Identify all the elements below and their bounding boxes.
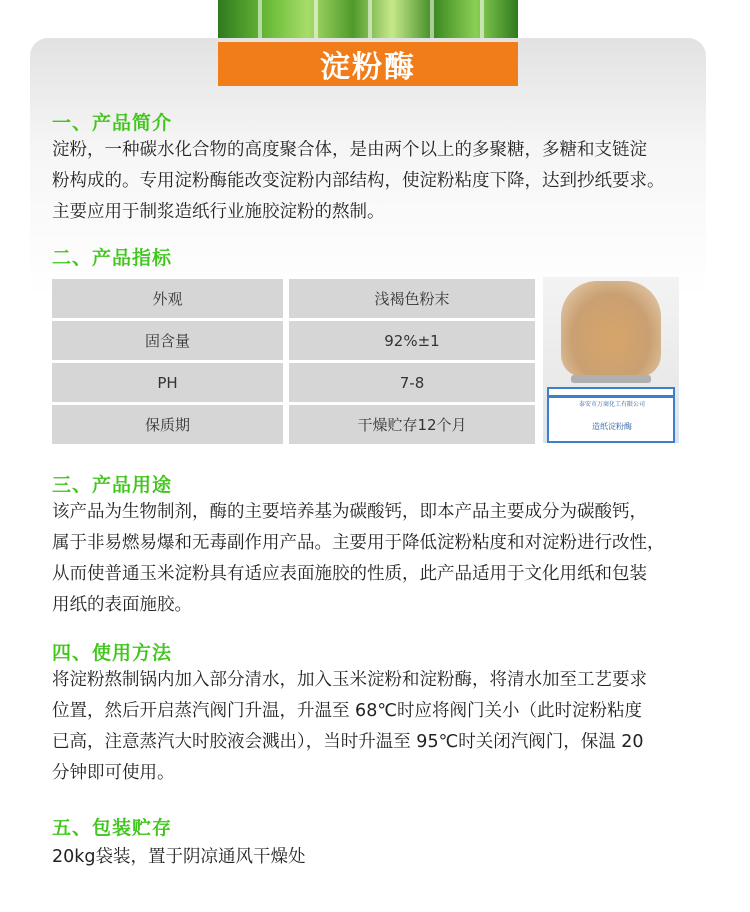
box-stripe xyxy=(549,395,673,398)
jar-lid xyxy=(571,375,651,383)
method-line: 分钟即可使用。 xyxy=(52,763,175,783)
usage-line: 从而使普通玉米淀粉具有适应表面施胶的性质，此产品适用于文化用纸和包装 xyxy=(52,564,647,584)
intro-line: 淀粉，一种碳水化合物的高度聚合体，是由两个以上的多聚糖，多糖和支链淀 xyxy=(52,140,647,160)
method-line: 已高，注意蒸汽大时胶液会溅出），当时升温至 95℃时关闭汽阀门，保温 20 xyxy=(52,732,644,752)
method-line: 位置，然后开启蒸汽阀门升温，升温至 68℃时应将阀门关小（此时淀粉粘度 xyxy=(52,701,642,721)
spec-value: 干燥贮存12个月 xyxy=(289,405,535,444)
spec-label: PH xyxy=(52,363,289,402)
method-heading: 四、使用方法 xyxy=(52,642,173,664)
intro-heading: 一、产品简介 xyxy=(52,112,173,134)
page-title: 淀粉酶 xyxy=(218,42,518,86)
table-row xyxy=(52,363,535,402)
usage-heading: 三、产品用途 xyxy=(52,474,173,496)
intro-text xyxy=(52,135,692,228)
spec-label: 固含量 xyxy=(52,321,289,360)
usage-line: 用纸的表面施胶。 xyxy=(52,595,192,615)
storage-heading: 五、包装贮存 xyxy=(52,817,173,839)
product-box xyxy=(547,387,675,443)
box-company-text: 泰安市万商化工有限公司 xyxy=(578,401,645,408)
spec-label: 外观 xyxy=(52,279,289,318)
intro-line: 粉构成的。专用淀粉酶能改变淀粉内部结构，使淀粉粘度下降，达到抄纸要求。 xyxy=(52,171,665,191)
spec-value: 92%±1 xyxy=(289,321,535,360)
intro-line: 主要应用于制浆造纸行业施胶淀粉的熬制。 xyxy=(52,202,385,222)
table-row xyxy=(52,279,535,318)
spec-value: 浅褐色粉末 xyxy=(289,279,535,318)
specs-table xyxy=(52,276,535,447)
usage-text xyxy=(52,497,692,621)
box-product-label: 造纸淀粉酶 xyxy=(592,422,632,431)
product-photo xyxy=(543,277,679,443)
usage-line: 属于非易燃易爆和无毒副作用产品。主要用于降低淀粉粘度和对淀粉进行改性， xyxy=(52,533,665,553)
usage-line: 该产品为生物制剂，酶的主要培养基为碳酸钙，即本产品主要成分为碳酸钙， xyxy=(52,502,647,522)
powder-jar xyxy=(561,281,661,377)
table-row xyxy=(52,405,535,444)
method-line: 将淀粉熬制锅内加入部分清水，加入玉米淀粉和淀粉酶，将清水加至工艺要求 xyxy=(52,670,647,690)
spec-label: 保质期 xyxy=(52,405,289,444)
method-text xyxy=(52,665,692,789)
spec-value: 7-8 xyxy=(289,363,535,402)
table-row xyxy=(52,321,535,360)
forest-banner-image xyxy=(218,0,518,42)
storage-line: 20kg袋装，置于阴凉通风干燥处 xyxy=(52,847,306,867)
storage-text xyxy=(52,842,692,873)
specs-heading: 二、产品指标 xyxy=(52,247,173,269)
